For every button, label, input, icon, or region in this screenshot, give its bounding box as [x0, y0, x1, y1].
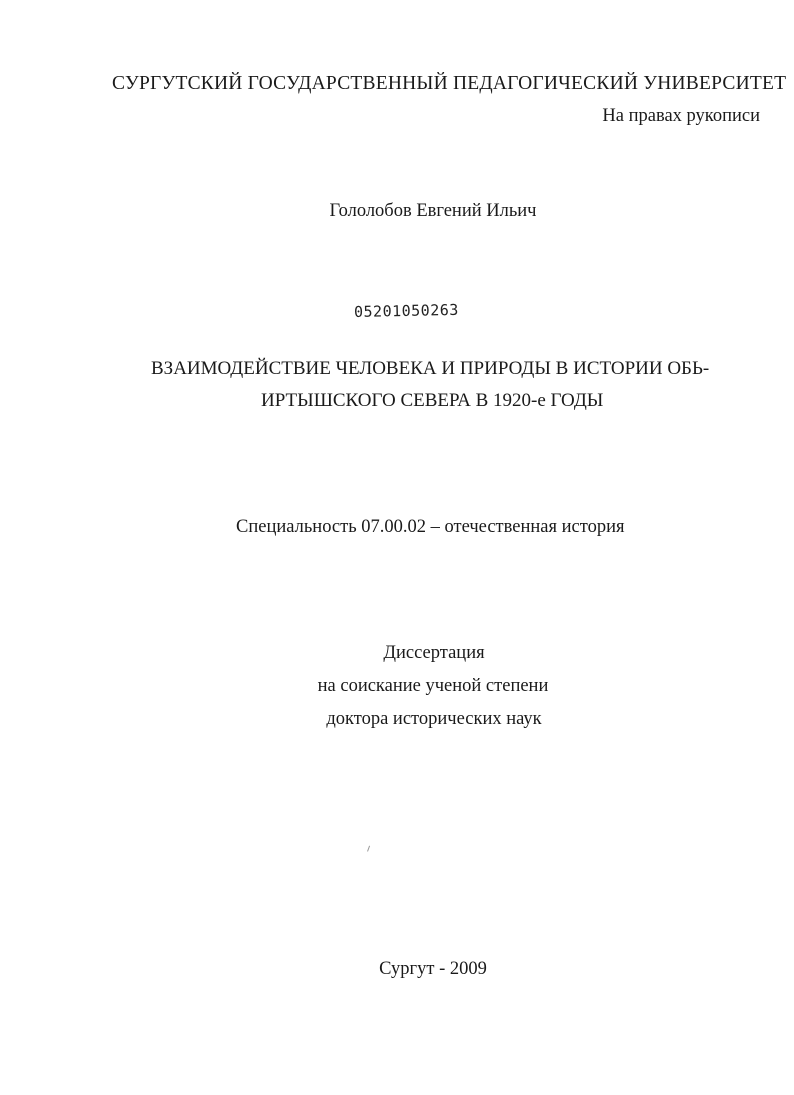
thesis-degree-name: доктора исторических наук [326, 709, 542, 729]
university-name: СУРГУТСКИЙ ГОСУДАРСТВЕННЫЙ ПЕДАГОГИЧЕСКИЙ УНИВЕРСИТЕТ [112, 73, 787, 94]
catalog-number-stamp: 05201050263 [353, 300, 460, 321]
thesis-type: Диссертация [383, 643, 485, 663]
thesis-degree-purpose: на соискание ученой степени [317, 676, 549, 696]
rights-note: На правах рукописи [602, 106, 760, 126]
specialty-line: Специальность 07.00.02 – отечественная история [236, 517, 625, 537]
author-name: Гололобов Евгений Ильич [329, 201, 537, 221]
dissertation-title-line-2: ИРТЫШСКОГО СЕВЕРА В 1920-е ГОДЫ [261, 390, 604, 411]
scan-speck [367, 846, 372, 853]
city-and-year: Сургут - 2009 [379, 959, 487, 979]
dissertation-title-line-1: ВЗАИМОДЕЙСТВИЕ ЧЕЛОВЕКА И ПРИРОДЫ В ИСТОРИИ ОБЬ- [151, 358, 710, 379]
